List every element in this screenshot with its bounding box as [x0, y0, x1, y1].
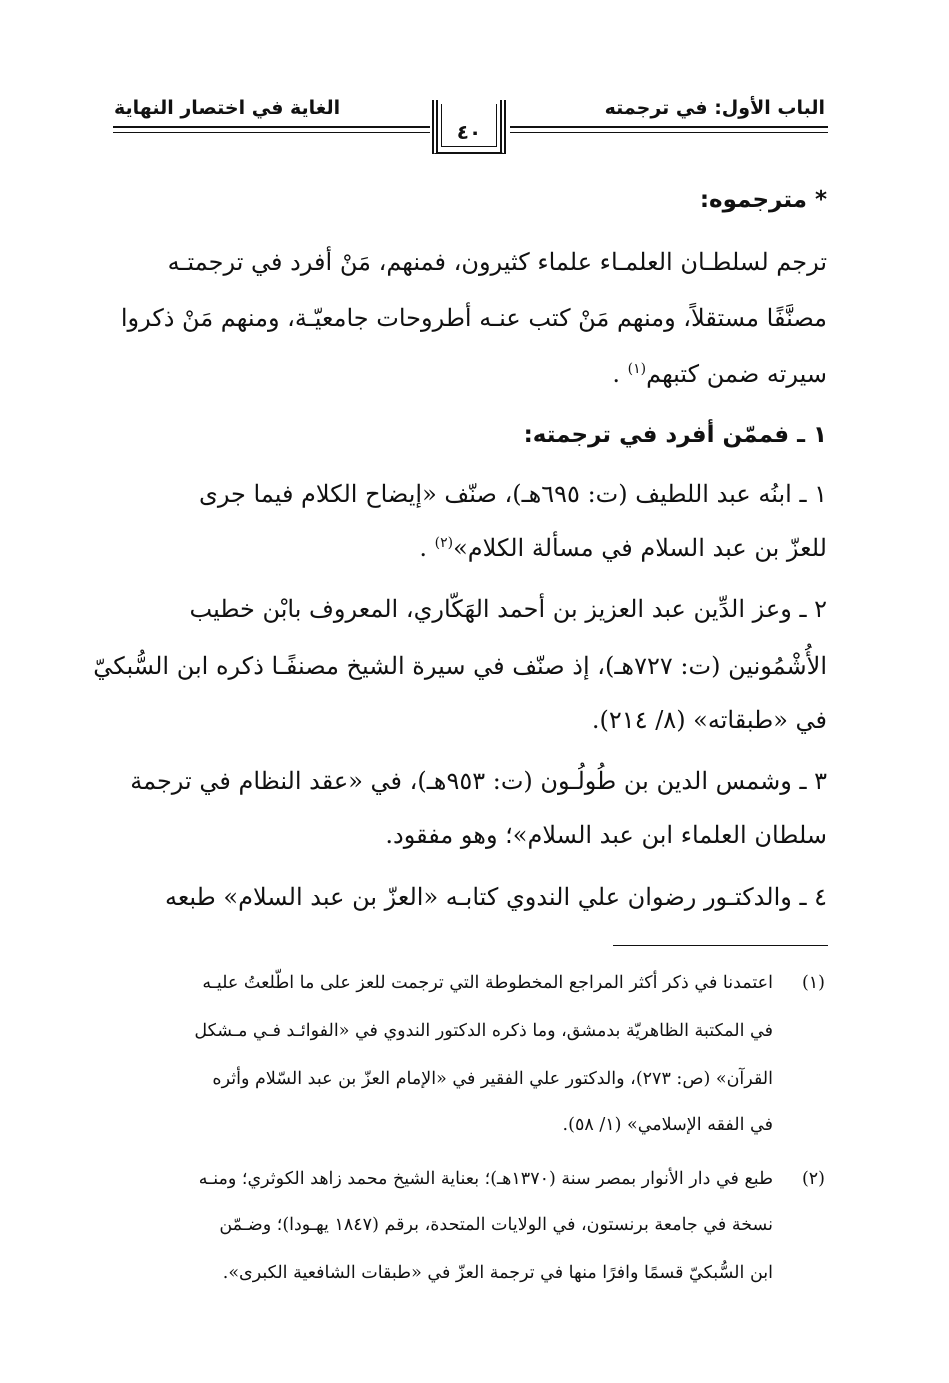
- footnote-separator: [613, 945, 828, 946]
- footnote-number: (١): [801, 973, 825, 993]
- list-item-line: [419, 531, 827, 565]
- footnote-line: اعتمدنا في ذكر أكثر المراجع المخطوطة التي ترجمت للعز على ما اطّلعتُ عليـه: [202, 973, 773, 993]
- list-item-line: ٤ ـ والدكتـور رضوان علي الندوي كتابـه «العزّ بن عبد السلام» طبعه: [164, 883, 827, 911]
- subheading: ١ ـ فممّن أفرد في ترجمته:: [523, 422, 827, 448]
- paragraph-end: .: [612, 360, 621, 388]
- list-item-line: ٢ ـ وعز الدِّين عبد العزيز بن أحمد الهَكّاري، المعروف بابْن خطيب: [189, 595, 827, 623]
- paragraph-line: مصنَّفًا مستقلاً، ومنهم مَنْ كتب عنـه أطروحات جامعيّـة، ومنهم مَنْ ذكروا: [120, 304, 827, 332]
- list-item-line: سلطان العلماء ابن عبد السلام»؛ وهو مفقود.: [385, 821, 827, 849]
- paragraph-text: سيرته ضمن كتبهم: [646, 360, 827, 388]
- footnote-line: ابن السُّبكيّ قسمًا وافرًا منها في ترجمة العزّ في «طبقات الشافعية الكبرى».: [222, 1263, 773, 1283]
- paragraph-line: [612, 357, 827, 391]
- paragraph-end: .: [419, 534, 428, 562]
- list-item-text: للعزّ بن عبد السلام في مسألة الكلام»: [453, 534, 827, 562]
- header-rule: [113, 132, 430, 133]
- header-rule: [113, 126, 430, 128]
- paragraph-line: ترجم لسلطـان العلمـاء علماء كثيرون، فمنهم، مَنْ أفرد في ترجمتـه: [167, 248, 827, 276]
- running-header-chapter: الباب الأول: في ترجمته: [604, 97, 825, 119]
- page-number: ٤٠: [456, 120, 482, 144]
- footnote-line: القرآن» (ص: ٢٧٣)، والدكتور علي الفقير في «الإمام العزّ بن عبد السّلام وأثره: [212, 1069, 773, 1089]
- footnote-line: طبع في دار الأنوار بمصر سنة (١٣٧٠هـ)؛ بعناية الشيخ محمد زاهد الكوثري؛ ومنـه: [198, 1169, 773, 1189]
- section-heading: * مترجموه:: [699, 187, 827, 213]
- footnote-line: في الفقه الإسلامي» (١/ ٥٨).: [562, 1115, 773, 1135]
- footnote-line: نسخة في جامعة برنستون، في الولايات المتحدة، برقم (١٨٤٧ يهـودا)؛ وضـمّن: [219, 1215, 773, 1235]
- list-item-line: الأُشْمُونين (ت: ٧٢٧هـ)، إذ صنّف في سيرة الشيخ مصنفًـا ذكره ابن السُّبكيّ: [93, 652, 827, 680]
- footnote-ref: (٢): [434, 535, 454, 551]
- page-number-frame: [432, 100, 506, 154]
- list-item-line: ١ ـ ابنُه عبد اللطيف (ت: ٦٩٥هـ)، صنّف «إيضاح الكلام فيما جرى: [199, 480, 827, 508]
- list-item-line: ٣ ـ وشمس الدين بن طُولُـون (ت: ٩٥٣هـ)، في «عقد النظام في ترجمة: [130, 767, 827, 795]
- footnote-ref: (١): [627, 361, 647, 377]
- list-item-line: في «طبقاته» (٨/ ٢١٤).: [591, 706, 827, 734]
- running-header-book-title: الغاية في اختصار النهاية: [114, 97, 341, 119]
- footnote-line: في المكتبة الظاهريّة بدمشق، وما ذكره الدكتور الندوي في «الفوائـد فـي مـشكل: [194, 1021, 773, 1041]
- header-rule: [510, 126, 828, 128]
- footnote-number: (٢): [801, 1169, 825, 1189]
- header-rule: [510, 132, 828, 133]
